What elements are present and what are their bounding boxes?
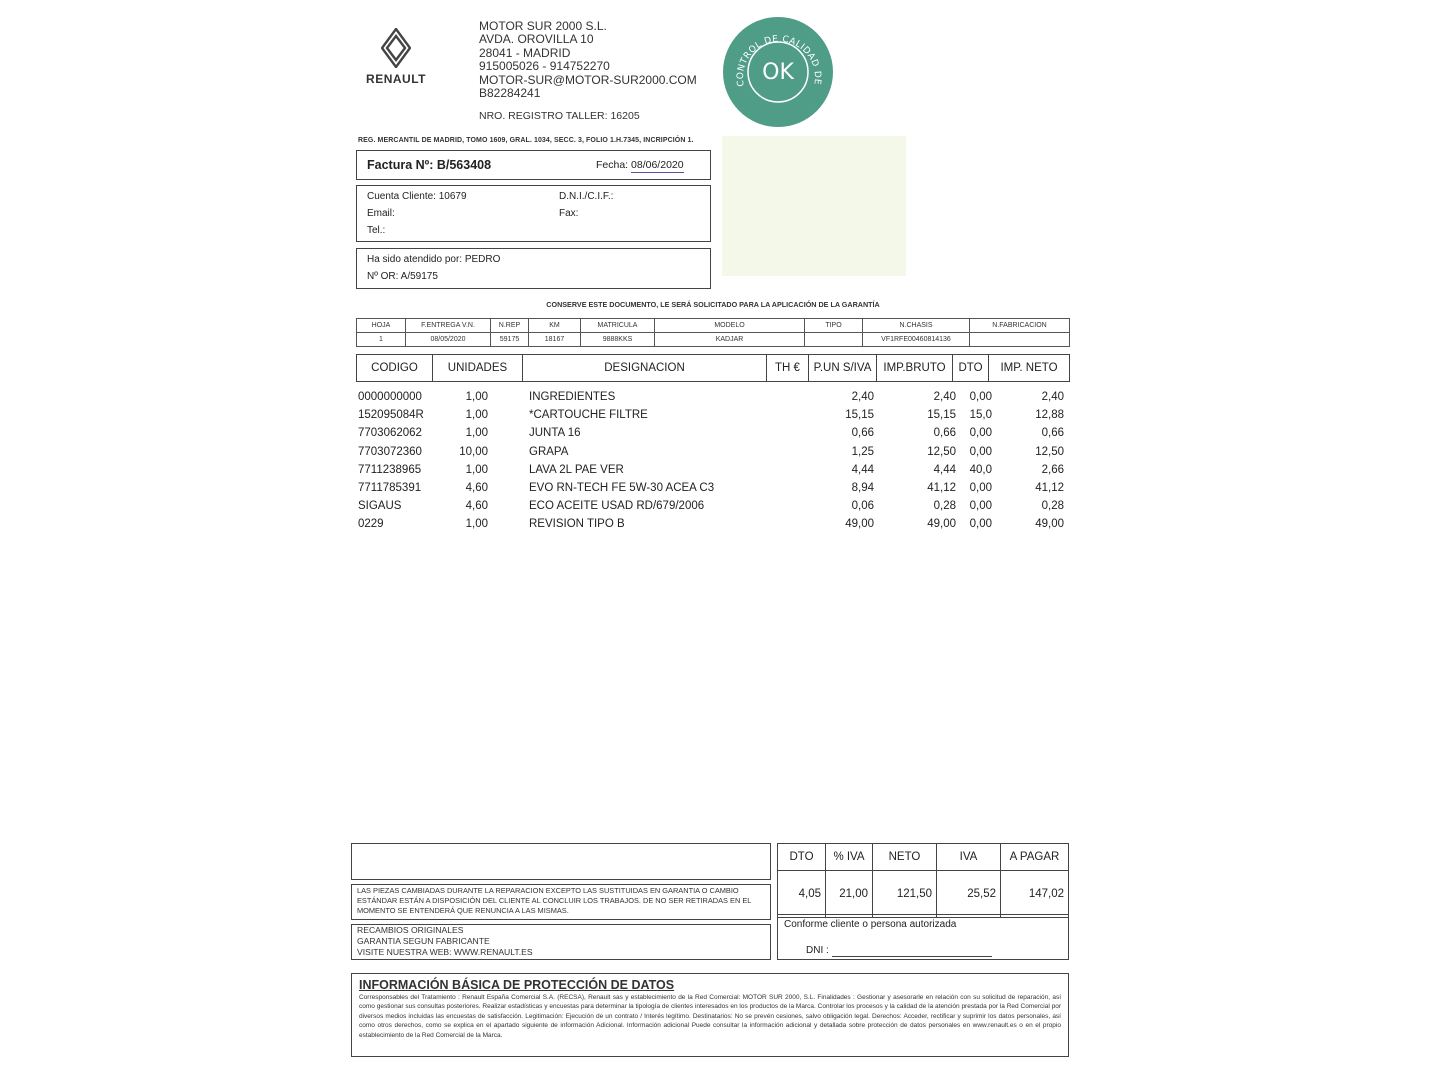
vehicle-value-cell: 59175	[491, 333, 529, 347]
notes-box	[351, 843, 771, 880]
total-to-pay: 147,02	[1001, 871, 1069, 918]
spare-parts-info	[351, 924, 771, 960]
item-unit-price: 1,25	[851, 445, 874, 458]
items-header-cell: DESIGNACION	[523, 355, 767, 382]
item-description: ECO ACEITE USAD RD/679/2006	[529, 500, 705, 513]
item-row	[356, 409, 1070, 427]
vehicle-header-cell: MATRICULA	[581, 319, 655, 333]
item-description: JUNTA 16	[529, 427, 581, 440]
item-discount: 15,0	[969, 409, 992, 422]
renault-logo	[360, 28, 432, 88]
item-net: 2,66	[1041, 463, 1064, 476]
registro-mercantil: REG. MERCANTIL DE MADRID, TOMO 1609, GRAL. 1034, SECC. 3, FOLIO 1.H.7345, INCRIPCIÓN 1.	[358, 137, 694, 144]
item-unit-price: 2,40	[851, 391, 874, 403]
items-header-cell: TH €	[767, 355, 809, 382]
items-header-cell: UNIDADES	[433, 355, 523, 382]
item-net: 0,66	[1041, 427, 1064, 440]
vehicle-value-cell: 08/05/2020	[406, 333, 491, 347]
stamp-arc-text: CONTROL DE CALIDAD DE	[735, 34, 823, 88]
item-code: 152095084R	[358, 409, 424, 422]
items-header-cell: P.UN S/IVA	[809, 355, 877, 382]
item-net: 2,40	[1041, 391, 1064, 403]
item-net: 12,50	[1035, 445, 1064, 458]
item-code: 7703062062	[358, 427, 422, 440]
customer-signature-box	[777, 914, 1069, 960]
vehicle-value-row	[357, 333, 1070, 347]
attended-by: Ha sido atendido por: PEDRO	[367, 254, 501, 265]
invoice-date	[596, 159, 684, 171]
vehicle-header-cell: TIPO	[805, 319, 863, 333]
vehicle-header-row	[357, 319, 1070, 333]
item-discount: 40,0	[969, 463, 992, 476]
quality-seal-icon	[722, 16, 834, 128]
company-address: AVDA. OROVILLA 10	[479, 32, 594, 47]
item-row	[356, 500, 1070, 518]
items-header-cell: IMP.BRUTO	[877, 355, 953, 382]
items-header-table	[356, 354, 1070, 382]
spare-parts-line: GARANTIA SEGUN FABRICANTE	[357, 936, 490, 946]
invoice-number: Factura Nº: B/563408	[367, 158, 492, 172]
totals-table	[777, 843, 1069, 918]
registro-taller: NRO. REGISTRO TALLER: 16205	[479, 110, 640, 122]
vehicle-value-cell	[805, 333, 863, 347]
item-units: 10,00	[459, 445, 488, 458]
company-info	[479, 20, 697, 100]
item-code: 7703072360	[358, 445, 422, 458]
item-net: 12,88	[1035, 409, 1064, 422]
item-discount: 0,00	[969, 391, 992, 403]
item-description: GRAPA	[529, 445, 569, 458]
item-gross: 15,15	[927, 409, 956, 422]
items-header-cell: DTO	[953, 355, 989, 382]
item-discount: 0,00	[969, 427, 992, 440]
item-discount: 0,00	[969, 500, 992, 513]
item-units: 1,00	[465, 518, 488, 531]
vehicle-header-cell: N.CHASIS	[863, 319, 970, 333]
spare-parts-line: RECAMBIOS ORIGINALES	[357, 925, 464, 935]
item-net: 0,28	[1041, 500, 1064, 513]
totals-value-cell: 121,50	[873, 871, 937, 918]
company-city: 28041 - MADRID	[479, 45, 571, 60]
item-gross: 12,50	[927, 445, 956, 458]
item-description: *CARTOUCHE FILTRE	[529, 409, 648, 422]
item-gross: 4,44	[933, 463, 956, 476]
data-protection-title: INFORMACIÓN BÁSICA DE PROTECCIÓN DE DATOS	[359, 978, 675, 992]
item-row	[356, 391, 1070, 409]
item-gross: 49,00	[927, 518, 956, 531]
vehicle-value-cell: VF1RFE00460814136	[863, 333, 970, 347]
company-email: MOTOR-SUR@MOTOR-SUR2000.COM	[479, 72, 697, 87]
item-units: 1,00	[465, 391, 488, 403]
items-header-cell: CODIGO	[357, 355, 433, 382]
spare-parts-line: VISITE NUESTRA WEB: WWW.RENAULT.ES	[357, 947, 533, 957]
item-gross: 0,28	[933, 500, 956, 513]
renault-diamond-icon	[381, 28, 411, 68]
item-unit-price: 49,00	[845, 518, 874, 531]
client-dni: D.N.I./C.I.F.:	[559, 191, 614, 202]
vehicle-header-cell: HOJA	[357, 319, 406, 333]
item-row	[356, 518, 1070, 536]
vehicle-value-cell: 18167	[529, 333, 581, 347]
item-gross: 0,66	[933, 427, 956, 440]
brand-name: RENAULT	[366, 72, 426, 86]
item-gross: 41,12	[927, 481, 956, 494]
guarantee-notice: CONSERVE ESTE DOCUMENTO, LE SERÁ SOLICITADO PARA LA APLICACIÓN DE LA GARANTÍA	[546, 300, 880, 309]
item-discount: 0,00	[969, 518, 992, 531]
data-protection-box	[351, 973, 1069, 1057]
quality-stamp	[722, 16, 834, 128]
dni-label: DNI :	[806, 945, 829, 956]
client-email: Email:	[367, 208, 395, 219]
attended-box	[356, 248, 711, 289]
client-fax: Fax:	[559, 208, 579, 219]
totals-header-row	[778, 844, 1069, 871]
totals-value-cell: 4,05	[778, 871, 826, 918]
item-units: 4,60	[465, 481, 488, 494]
vehicle-table	[356, 318, 1070, 347]
totals-value-cell: 21,00	[826, 871, 873, 918]
data-protection-text: Corresponsables del Tratamiento : Renault España Comercial S.A. (RECSA), Renault sas y establecimiento de la Red Comercial: MOTOR SUR 2000, S.L. Finalidades : Gestionar y asesorarle en relación con su solicitud de reparación, así como gestionar sus consultas posteriores. Realizar estadísticas y encuestas para determinar la tipología de clientes interesados en los productos de la Marca. Controlar los procesos y la calidad de la atención prestada por la Red Comercial por diversos medios incluidas las encuestas de satisfacción. Legitimación: Ejecución de un contrato / Interés legítimo. Destinatarios: No se prevén cesiones, salvo obligación legal. Derechos: Acceder, rectificar y suprimir los datos personales, así como otros derechos, como se explica en el apartado siguiente de información Adicional. Información adicional Puede consultar la información adicional y detallada sobre protección de datos personales en www.renault.es o en el propio establecimiento de la Red Comercial de la Marca.	[359, 994, 1061, 1039]
vehicle-header-cell: MODELO	[655, 319, 805, 333]
item-net: 49,00	[1035, 518, 1064, 531]
item-units: 1,00	[465, 463, 488, 476]
company-phones: 915005026 - 914752270	[479, 59, 610, 74]
item-units: 1,00	[465, 427, 488, 440]
item-row	[356, 446, 1070, 464]
item-code: 7711238965	[358, 463, 422, 476]
item-unit-price: 0,06	[851, 500, 874, 513]
stamp-area	[722, 136, 906, 276]
items-header-row	[357, 355, 1070, 382]
vehicle-value-cell: KADJAR	[655, 333, 805, 347]
vehicle-header-cell: F.ENTREGA V.N.	[406, 319, 491, 333]
vehicle-header-cell: KM	[529, 319, 581, 333]
item-code: SIGAUS	[358, 500, 402, 513]
item-units: 1,00	[465, 409, 488, 422]
item-description: REVISION TIPO B	[529, 518, 625, 531]
item-unit-price: 0,66	[851, 427, 874, 440]
totals-header-cell: % IVA	[826, 844, 873, 871]
item-description: INGREDIENTES	[529, 391, 616, 403]
totals-header-cell: NETO	[873, 844, 937, 871]
totals-value-cell: 25,52	[937, 871, 1001, 918]
item-row	[356, 482, 1070, 500]
item-code: 7711785391	[358, 481, 422, 494]
invoice-date-label: Fecha:	[596, 159, 629, 171]
invoice-number-box	[356, 150, 711, 180]
totals-value-row	[778, 871, 1069, 918]
vehicle-header-cell: N.REP	[491, 319, 529, 333]
item-gross: 2,40	[933, 391, 956, 403]
item-discount: 0,00	[969, 481, 992, 494]
items-header-cell: IMP. NETO	[989, 355, 1070, 382]
vehicle-value-cell: 9888KKS	[581, 333, 655, 347]
item-unit-price: 8,94	[851, 481, 874, 494]
vehicle-value-cell	[970, 333, 1070, 347]
items-list	[356, 391, 1070, 537]
item-net: 41,12	[1035, 481, 1064, 494]
totals-header-cell: IVA	[937, 844, 1001, 871]
item-description: EVO RN-TECH FE 5W-30 ACEA C3	[529, 481, 715, 494]
client-box	[356, 185, 711, 242]
item-units: 4,60	[465, 500, 488, 513]
item-description: LAVA 2L PAE VER	[529, 463, 624, 476]
item-row	[356, 427, 1070, 445]
item-row	[356, 464, 1070, 482]
stamp-ok-text: OK	[762, 60, 794, 85]
item-discount: 0,00	[969, 445, 992, 458]
invoice-date-value: 08/06/2020	[631, 159, 684, 171]
totals-header-cell: A PAGAR	[1001, 844, 1069, 871]
item-code: 0229	[358, 518, 384, 531]
order-number: Nº OR: A/59175	[367, 271, 438, 282]
vehicle-header-cell: N.FABRICACION	[970, 319, 1070, 333]
dni-line	[832, 956, 992, 957]
totals-header-cell: DTO	[778, 844, 826, 871]
company-name: MOTOR SUR 2000 S.L.	[479, 19, 607, 33]
company-cif: B82284241	[479, 86, 541, 101]
client-tel: Tel.:	[367, 225, 386, 236]
client-account: Cuenta Cliente: 10679	[367, 191, 467, 202]
parts-notice: LAS PIEZAS CAMBIADAS DURANTE LA REPARACION EXCEPTO LAS SUSTITUIDAS EN GARANTIA O CAMBIO ESTÁNDAR ESTÁN A DISPOSICIÓN DEL CLIENTE AL CONCLUIR LOS TRABAJOS. DE NO SER RETIRADAS EN EL MOMENTO SE ENTENDERÁ QUE RENUNCIA A LAS MISMAS.	[351, 884, 771, 920]
conforme-label: Conforme cliente o persona autorizada	[784, 919, 957, 930]
item-unit-price: 4,44	[851, 463, 874, 476]
item-unit-price: 15,15	[845, 409, 874, 422]
item-code: 0000000000	[358, 391, 422, 403]
vehicle-value-cell: 1	[357, 333, 406, 347]
